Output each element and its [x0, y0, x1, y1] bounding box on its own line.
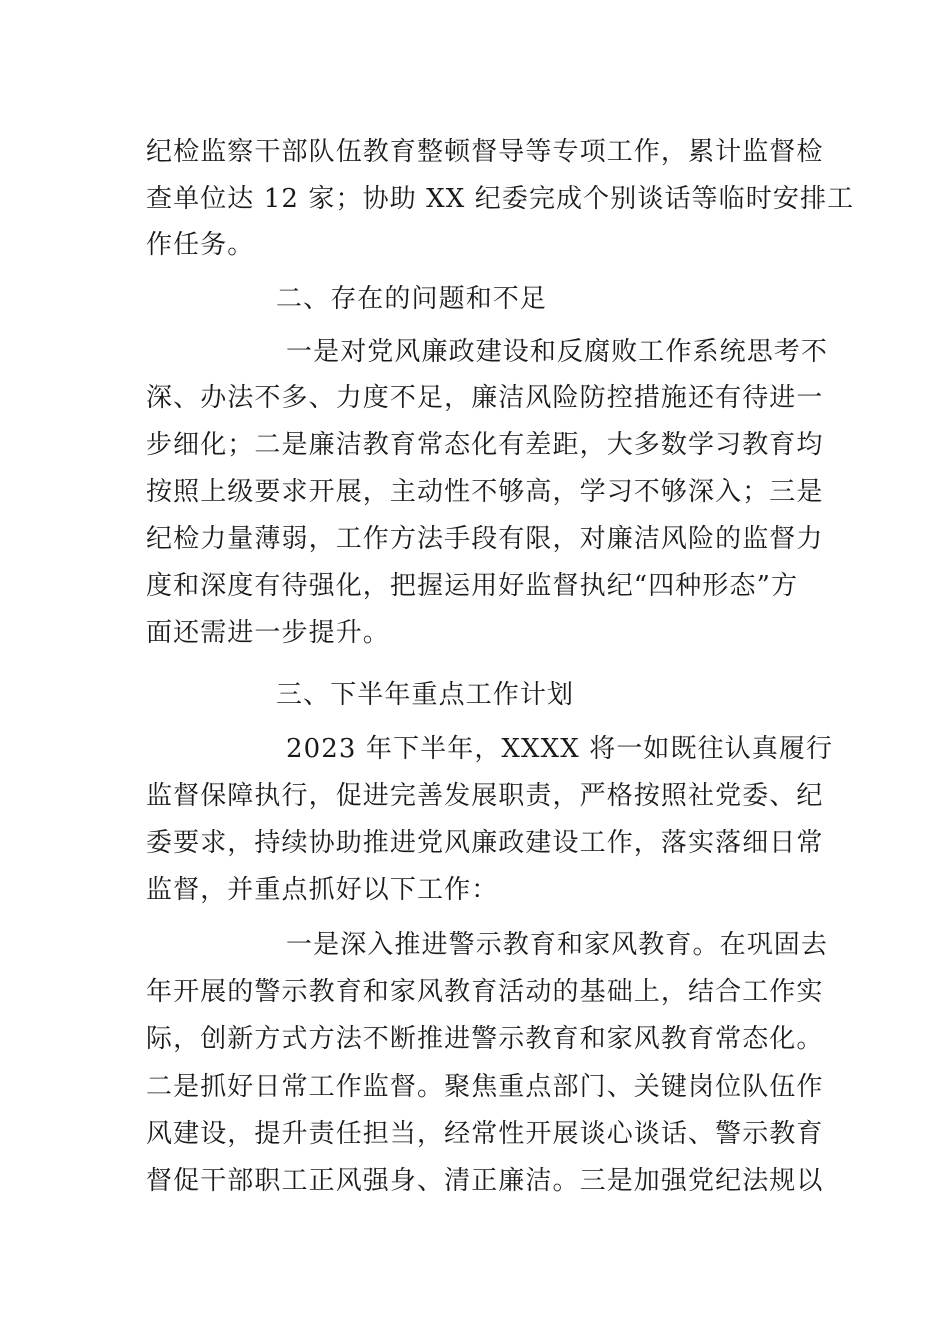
body-text-line: 风建设，提升责任担当，经常性开展谈心谈话、警示教育	[146, 1119, 824, 1149]
body-text-line: 督促干部职工正风强身、清正廉洁。三是加强党纪法规以	[146, 1166, 824, 1196]
section-heading-problems: 二、存在的问题和不足	[276, 284, 548, 314]
body-text-line: 2023 年下半年，XXXX 将一如既往认真履行	[286, 734, 834, 764]
body-text-line: 一是深入推进警示教育和家风教育。在巩固去	[286, 930, 829, 960]
body-text-line: 查单位达 12 家；协助 XX 纪委完成个别谈话等临时安排工	[146, 184, 855, 214]
body-text-line: 度和深度有待强化，把握运用好监督执纪“四种形态”方	[146, 571, 799, 601]
body-text-line: 二是抓好日常工作监督。聚焦重点部门、关键岗位队伍作	[146, 1072, 824, 1102]
body-text-line: 委要求，持续协助推进党风廉政建设工作，落实落细日常	[146, 828, 824, 858]
body-text-line: 监督保障执行，促进完善发展职责，严格按照社党委、纪	[146, 781, 824, 811]
body-text-line: 面还需进一步提升。	[146, 618, 390, 648]
body-text-line: 一是对党风廉政建设和反腐败工作系统思考不	[286, 337, 829, 367]
body-text-line: 纪检监察干部队伍教育整顿督导等专项工作，累计监督检	[146, 137, 824, 167]
body-text-line: 按照上级要求开展，主动性不够高，学习不够深入；三是	[146, 477, 824, 507]
section-heading-plan: 三、下半年重点工作计划	[276, 680, 575, 710]
body-text-line: 步细化；二是廉洁教育常态化有差距，大多数学习教育均	[146, 430, 824, 460]
body-text-line: 深、办法不多、力度不足，廉洁风险防控措施还有待进一	[146, 383, 824, 413]
body-text-line: 年开展的警示教育和家风教育活动的基础上，结合工作实	[146, 977, 824, 1007]
body-text-line: 监督，并重点抓好以下工作：	[146, 875, 499, 905]
body-text-line: 际，创新方式方法不断推进警示教育和家风教育常态化。	[146, 1024, 824, 1054]
body-text-line: 纪检力量薄弱，工作方法手段有限，对廉洁风险的监督力	[146, 524, 824, 554]
body-text-line: 作任务。	[146, 230, 255, 260]
